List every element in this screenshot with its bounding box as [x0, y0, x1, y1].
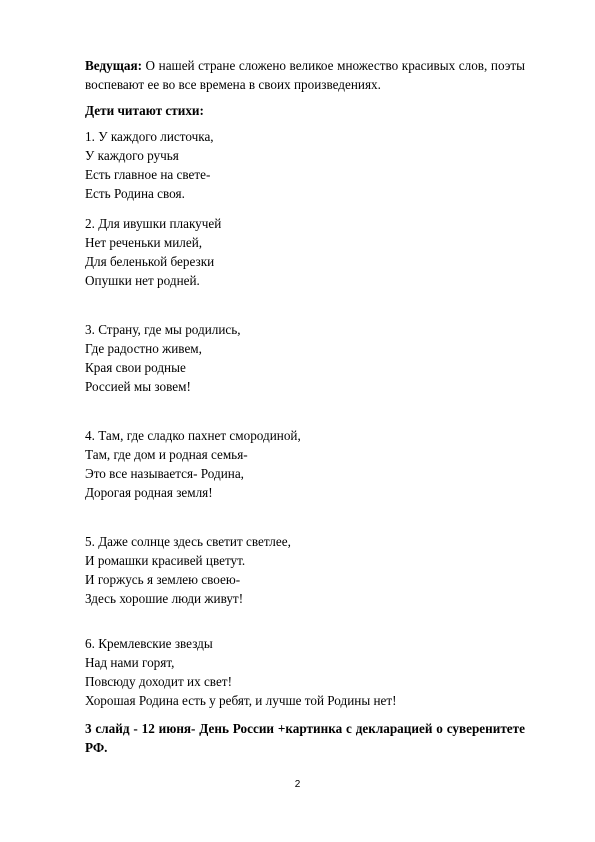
poem-5 — [85, 532, 525, 608]
poem-line: Где радостно живем, — [85, 341, 202, 356]
poem-line: 1. У каждого листочка, — [85, 129, 214, 144]
poem-line: 3. Страну, где мы родились, — [85, 322, 241, 337]
poem-line: Хорошая Родина есть у ребят, и лучше той Родины нет! — [85, 693, 397, 708]
children-read-heading: Дети читают стихи: — [85, 103, 204, 118]
slide-note: 3 слайд - 12 июня- День России +картинка с декларацией о суверенитете РФ. — [85, 721, 525, 755]
intro-text: О нашей стране сложено великое множество красивых слов, поэты воспевают ее во все времена в своих произведениях. — [85, 58, 525, 92]
intro-paragraph — [85, 56, 525, 94]
poem-line: Есть Родина своя. — [85, 186, 185, 201]
poem-line: Края свои родные — [85, 360, 186, 375]
poem-line: Там, где дом и родная семья- — [85, 447, 248, 462]
poem-line: Для беленькой березки — [85, 254, 215, 269]
spacer — [85, 608, 525, 634]
poem-line: Над нами горят, — [85, 655, 175, 670]
poem-2 — [85, 214, 525, 290]
poem-line: И ромашки красивей цветут. — [85, 553, 246, 568]
poem-4 — [85, 426, 525, 502]
page-number: 2 — [294, 779, 301, 790]
intro-speaker-label: Ведущая: — [85, 58, 142, 73]
poem-1 — [85, 127, 525, 203]
spacer — [85, 396, 525, 426]
spacer — [85, 203, 525, 214]
spacer — [85, 290, 525, 320]
poem-line: 5. Даже солнце здесь светит светлее, — [85, 534, 291, 549]
poem-line: Это все называется- Родина, — [85, 466, 244, 481]
spacer — [85, 502, 525, 532]
poem-line: И горжусь я землею своею- — [85, 572, 241, 587]
poem-line: Здесь хорошие люди живут! — [85, 591, 244, 606]
poem-line: Повсюду доходит их свет! — [85, 674, 232, 689]
page-content — [85, 56, 525, 757]
poem-line: Нет реченьки милей, — [85, 235, 203, 250]
poem-line: 2. Для ивушки плакучей — [85, 216, 222, 231]
poem-line: Россией мы зовем! — [85, 379, 191, 394]
poem-line: У каждого ручья — [85, 148, 179, 163]
poem-3 — [85, 320, 525, 396]
poem-line: Есть главное на свете- — [85, 167, 211, 182]
poem-6 — [85, 634, 525, 710]
poem-line: Опушки нет родней. — [85, 273, 200, 288]
poem-line: 4. Там, где сладко пахнет смородиной, — [85, 428, 301, 443]
poem-line: 6. Кремлевские звезды — [85, 636, 213, 651]
poem-line: Дорогая родная земля! — [85, 485, 213, 500]
